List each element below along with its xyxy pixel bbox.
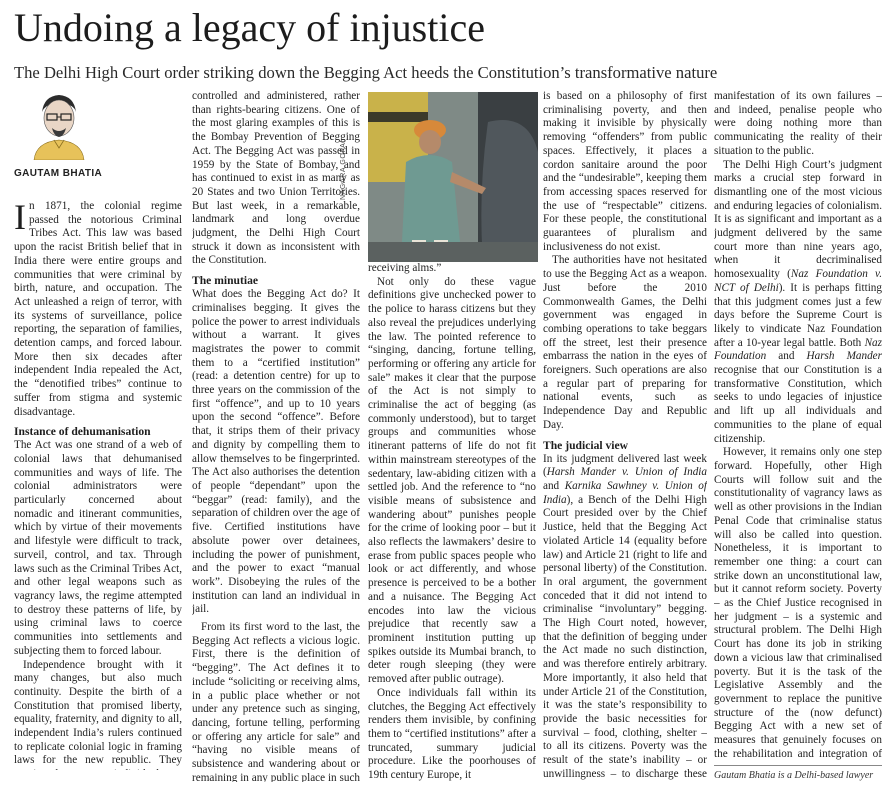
subhead: The minutiae (192, 274, 259, 288)
photo-credit: NAGARA GOPAL (340, 138, 347, 200)
column-3 (368, 262, 536, 782)
paragraph: What does the Begging Act do? It criminalises begging. It gives the police the power to arrest individuals without a warrant. It gives magistrates the power to commit them to a “certified institution” (read: a detention centre) for up to three years on the commission of the first “offence”, and up to 10 years upon the second “offence”. Before that, it strips them of their privacy and dignity by compelling them to allow themselves to be fingerprinted. The Act also authorises the detention of people “dependant” upon the “beggar” (read: family), and the separation of children over the age of five. Certified institutions have absolute power over detainees, including the power of punishment, and the power to exact “manual work”. Disobeying the rules of the institution can land an individual in jail. (192, 288, 360, 616)
drop-cap: I (14, 200, 26, 237)
text-run: and (766, 350, 807, 363)
paragraph (543, 453, 707, 782)
news-photo (368, 92, 538, 262)
paragraph: However, it remains only one step forward. Hopefully, other High Courts will follow suit and the constitutionality of vagrancy laws as well as other provisions in the Indian Penal Code that criminalise status will also be called into question. Nonetheless, it is important to remember one thing: a court can strike down an unconstitutional law, but it cannot reform society. Poverty – as the Chief Justice recognised in her judgment – is a systemic and structural problem. The Delhi High Court has done its job in striking down a vicious law that criminalised poverty. But it is the task of the Legislative Assembly and the government to replace the punitive structure of the (now defunct) Begging Act with a new set of measures that genuinely focuses on the rehabilitation and integration of (714, 446, 882, 760)
case-name: Harsh Mander (806, 350, 882, 363)
column-4 (543, 90, 707, 782)
paragraph: Not only do these vague definitions give unchecked power to the police to harass citizens but they also reveal the prejudices underlying the law. The pointed reference to “singing, dancing, fortune telling, performing or offering any article for sale” makes it clear that the purpose of the Act is not simply to criminalise the act of begging (as commonly understood), but to target groups and communities whose itinerant patterns of life do not fit within mainstream stereotypes of the sedentary, law-abiding citizen with a settled job. And the reference to “no visible means of subsistence and wandering about” punishes people for the crime of looking poor – but it also reflects the lawmakers’ desire to erase from public spaces people who look or act differently, and whose presence is perceived to be a bother and a nuisance. The Begging Act encodes into law the vicious prejudice that recently saw a prominent institution putting up spikes outside its Mumbai branch, to deter rough sleeping (they were removed after public outrage). (368, 275, 536, 686)
column-2 (192, 90, 360, 782)
paragraph: is based on a philosophy of first criminalising poverty, and then making it invisible by physically removing “offenders” from public spaces. Effectively, it places a cordon sanitaire around the poor and the “undesirable”, keeping them from accessing spaces reserved for the use of “respectable” citizens. For these people, the constitutional guarantees of pluralism and inclusiveness do not exist. (543, 90, 707, 253)
case-name: Karnika Sawhney v. Union of India (543, 479, 707, 506)
photo-illustration (368, 92, 538, 262)
text-run: ), a Bench of the Delhi High Court presided over by the Chief Justice, held that the Begging Act violated Article 14 (equality before law) and Article 21 (right to life and personal liberty) of the Constitution. In oral argument, the government conceded that it did not intend to criminalise “involuntary” begging. The High Court noted, however, that the definition of begging under the Act made no such distinction, and was therefore entirely arbitrary. More importantly, it also held that under Article 21 of the Constitution, it was the state’s responsibility to provide the basic necessities for survival – food, clothing, shelter – to all its citizens. Poverty was the result of the state’s inability – or unwillingness – to discharge these (543, 493, 707, 780)
deck-subheadline: The Delhi High Court order striking down the Begging Act heeds the Constitution’s transformative nature (14, 63, 718, 82)
paragraph: manifestation of its own failures – and indeed, penalise people who were doing nothing more than communicating the reality of their situation to the public. (714, 90, 882, 157)
text-run: ). It is perhaps fitting that this judgment comes just a few days before the Supreme Court is likely to vindicate Naz Foundation after a 10-year legal battle. Both (714, 281, 882, 349)
case-name: Naz Foundation (714, 336, 882, 363)
column-5 (714, 90, 882, 760)
paragraph-text: n 1871, the colonial regime passed the notorious Criminal Tribes Act. This law was based upon the racist British belief that in India there were entire groups and communities that were criminal by birth, nature, and occupation. The Act unleashed a reign of terror, with its systems of surveillance, police reporting, the separation of families, detention camps, and forced labour. More then six decades after independent India repealed the Act, the “denotified tribes” continue to suffer from stigma and systemic disadvantage. (14, 200, 182, 418)
text-run: In its judgment delivered last week ( (543, 452, 707, 479)
footnote-divider (714, 765, 882, 766)
paragraph: From its first word to the last, the Begging Act reflects a vicious logic. First, there is the definition of “begging”. The Act defines it to include “soliciting or receiving alms, in a public place whether or not under any pretence such as singing, dancing, fortune telling, performing or offering any article for sale” and “having no visible means of subsistence and wandering about or remaining in any public place in such (192, 621, 360, 782)
paragraph (714, 159, 882, 447)
text-run: and (543, 479, 565, 492)
paragraph: Independence brought with it many changes, but also much continuity. Despite the birth of a Constitution that promised liberty, equality, fraternity, and dignity to all, independent India’s rulers continued to replicate colonial logic in framing laws for the new republic. They (14, 658, 182, 767)
author-footnote: Gautam Bhatia is a Delhi-based lawyer (714, 770, 874, 781)
paragraph: controlled and administered, rather than rights-bearing citizens. One of the most glaring examples of this is the Bombay Prevention of Begging Act. The Begging Act was passed in 1959 by the State of Bombay, and has continued to exist in as many as 20 States and two Union Territories. But last week, in a remarkable, landmark and long overdue judgment, the Delhi High Court struck it down as inconsistent with the Constitution. (192, 90, 360, 267)
column-1 (14, 200, 182, 770)
paragraph: receiving alms.” (368, 262, 442, 274)
paragraph: The authorities have not hesitated to use the Begging Act as a weapon. Just before the 2010 Commonwealth Games, the Delhi government was engaged in combing operations to take beggars off the street, lest their presence embarrass the nation in the eyes of foreigners. Such operations are also a regular part of preparing for national events, such as Independence Day and Republic Day. (543, 254, 707, 431)
case-name: Harsh Mander v. Union of India (546, 466, 707, 479)
paragraph (14, 200, 182, 419)
headline: Undoing a legacy of injustice (14, 5, 485, 50)
text-run: recognise that our Constitution is a transformative Constitution, which seeks to undo legacies of injustice and lift up all individuals and communities to the plane of equal citizenship. (714, 364, 882, 445)
case-name: Naz Foundation v. NCT of Delhi (714, 268, 882, 294)
paragraph: The Act was one strand of a web of colonial laws that dehumanised communities and ways of life. The colonial administrators were particularly concerned about nomadic and itinerant communities, which by virtue of their movements and lifestyle were difficult to track, surveil, control, and tax. Through laws such as the Criminal Tribes Act, and other legal weapons such as vagrancy laws, the regime attempted to destroy these patterns of life, by using criminal laws to coerce communities into settlements and subjecting them to forced labour. (14, 439, 182, 657)
byline: GAUTAM BHATIA (14, 168, 103, 179)
author-illustration (28, 90, 90, 160)
text-run: The Delhi High Court’s judgment marks a crucial step forward in dismantling one of the most vicious and enduring legacies of colonialism. It is as significant and important as a judgment delivered by the same court more than nine years ago, when it decriminalised homosexuality ( (714, 158, 882, 281)
paragraph: Once individuals fall within its clutches, the Begging Act effectively renders them invisible, by confining them to “certified institutions” after a truncated, summary judicial procedure. Like the poorhouses of 19th century Europe, it (368, 686, 536, 782)
subhead: The judicial view (543, 438, 629, 452)
subhead: Instance of dehumanisation (14, 425, 151, 439)
